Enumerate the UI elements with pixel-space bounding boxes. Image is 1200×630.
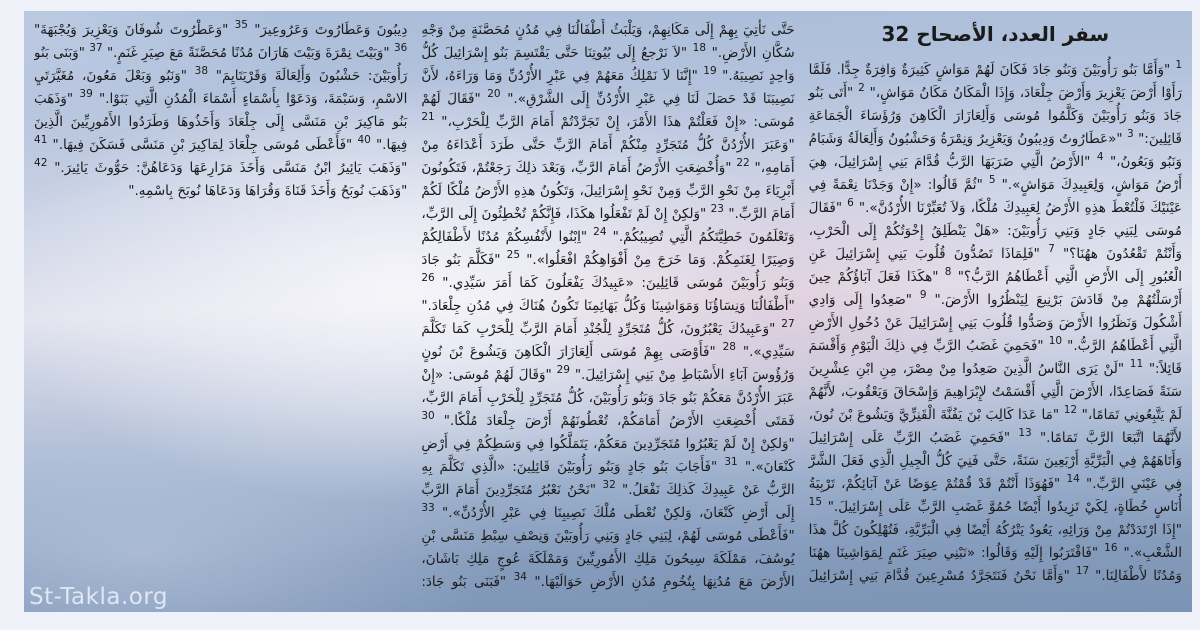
verse-number: 12 bbox=[1063, 404, 1078, 416]
verse-number: 2 bbox=[858, 82, 865, 94]
verse-number: 32 bbox=[602, 479, 616, 491]
verse-number: 14 bbox=[1066, 473, 1080, 485]
verse-number: 19 bbox=[703, 65, 717, 77]
verse-number: 28 bbox=[722, 341, 736, 353]
sky-photo-background bbox=[24, 11, 1192, 612]
verse-number: 17 bbox=[1075, 565, 1090, 577]
verse-number: 5 bbox=[988, 174, 996, 186]
verse-number: 27 bbox=[781, 318, 795, 330]
verse-number: 34 bbox=[513, 571, 527, 583]
watermark-sttakla: St-Takla.org bbox=[29, 584, 168, 610]
verse-number: 24 bbox=[593, 226, 607, 238]
verse-number: 25 bbox=[506, 249, 521, 261]
verse-number: 11 bbox=[1129, 358, 1144, 370]
verse-number: 30 bbox=[421, 410, 435, 422]
chapter-title: سفر العدد، الأصحاح 32 bbox=[881, 22, 1110, 46]
verse-number: 23 bbox=[710, 203, 724, 215]
verse-number: 31 bbox=[724, 456, 738, 468]
verse-number: 3 bbox=[1126, 128, 1134, 140]
verse-number: 41 bbox=[34, 134, 48, 146]
verse-number: 10 bbox=[1048, 335, 1063, 347]
verse-number: 26 bbox=[421, 272, 435, 284]
verse-number: 29 bbox=[556, 364, 570, 376]
verse-number: 18 bbox=[692, 42, 707, 54]
verse-number: 16 bbox=[1104, 542, 1118, 554]
chapter-text-columns bbox=[34, 19, 1182, 604]
verse-number: 37 bbox=[89, 42, 103, 54]
verse-number: 39 bbox=[79, 88, 93, 100]
verse-number: 9 bbox=[919, 289, 927, 301]
verse-number: 6 bbox=[847, 197, 854, 209]
verse-number: 15 bbox=[808, 496, 823, 508]
verse-number: 7 bbox=[1048, 243, 1055, 255]
verses-flow: $^1$ "وَأَمَّا بَنُو رَأُوبَيْنَ وَبَنُو جَادَ فَكَانَ لَهُمْ مَوَاشٍ كَثِيرَةٌ وَافِرَةٌ جِدًّا. فَلَمَّا رَأَوْا أَرْضَ يَعْزِيرَ وَأَرْضَ جِلْعَادَ، وَإِذَا الْمَكَانُ مَكَانُ مَوَاشٍ،" $^2$ "أَتَى بَنُو جَادَ وَبَنُو رَأُوبَيْنَ وَكَلَّمُوا مُوسَى وَأَلِعَازَارَ الْكَاهِنَ وَرُؤَسَاءَ الْجَمَاعَةِ قَائِلِينَ:" $^3$ "«عَطَارُوتُ وَدِيبُونُ وَيَعْزِيرُ وَنِمْرَةُ وَحَشْبُونُ وَأَلِعَالَةُ وَشَبَامُ وَنَبُو وَبَعُونُ،" $^4$ "الأَرْضُ الَّتِي ضَرَبَهَا الرَّبُّ قُدَّامَ بَنِي إِسْرَائِيلَ، هِيَ أَرْضُ مَوَاشٍ، وَلِعَبِيدِكَ مَوَاشٍ»." $^5$ "ثُمَّ قَالُوا: «إِنْ وَجَدْنَا نِعْمَةً فِي عَيْنَيْكَ فَلْتُعْطَ هذِهِ الأَرْضُ لِعَبِيدِكَ مُلْكًا، وَلاَ تُعَبِّرْنَا الأُرْدُنَّ»." $^6$ "فَقَالَ مُوسَى لِبَنِي جَادٍ وَبَنِي رَأُوبَيْنَ: «هَلْ يَنْطَلِقُ إِخْوَتُكُمْ إِلَى الْحَرْبِ، وَأَنْتُمْ تَقْعُدُونَ ههُنَا؟" $^7$ "فَلِمَاذَا تَصُدُّونَ قُلُوبَ بَنِي إِسْرَائِيلَ عَنِ الْعُبُورِ إِلَى الأَرْضِ الَّتِي أَعْطَاهُمُ الرَّبُّ؟" $^8$ "هكَذَا فَعَلَ آبَاؤُكُمْ حِينَ أَرْسَلْتُهُمْ مِنْ قَادَشَ بَرْنِيعَ لِيَنْظُرُوا الأَرْضَ." $^9$ "صَعِدُوا إِلَى وَادِي أَشْكُولَ وَنَظَرُوا الأَرْضَ وَصَدُّوا قُلُوبَ بَنِي إِسْرَائِيلَ عَنْ دُخُولِ الأَرْضِ الَّتِي أَعْطَاهُمُ الرَّبُّ." $^{10}$ "فَحَمِيَ غَضَبُ الرَّبِّ فِي ذلِكَ الْيَوْمِ وَأَقْسَمَ قَائِلاً:" $^{11}$ "لَنْ يَرَى النَّاسُ الَّذِينَ صَعِدُوا مِنْ مِصْرَ، مِنِ ابْنِ عِشْرِينَ سَنَةً فَصَاعِدًا، الأَرْضَ الَّتِي أَقْسَمْتُ لإِبْرَاهِيمَ وَإِسْحَاقَ وَيَعْقُوبَ، لأَنَّهُمْ لَمْ يَتَّبِعُونِي تَمَامًا،" $^{12}$ "مَا عَدَا كَالِبَ بْنَ يَفُنَّةَ الْقَنِزِّيَّ وَيَشُوعَ بْنَ نُونَ، لأَنَّهُمَا اتَّبَعَا الرَّبَّ تَمَامًا." $^{13}$ "فَحَمِيَ غَضَبُ الرَّبِّ عَلَى إِسْرَائِيلَ وَأَتَاهَهُمْ فِي الْبَرِّيَّةِ أَرْبَعِينَ سَنَةً، حَتَّى فَنِيَ كُلُّ الْجِيلِ الَّذِي فَعَلَ الشَّرَّ فِي عَيْنَيِ الرَّبِّ." $^{14}$ "فَهُوَذَا أَنْتُمْ قَدْ قُمْتُمْ عِوَضًا عَنْ آبَائِكُمْ، تَرْبِيَةُ أُنَاسٍ خُطَاةٍ، لِكَيْ تَزِيدُوا أَيْضًا حُمُوَّ غَضَبِ الرَّبِّ عَلَى إِسْرَائِيلَ." $^{15}$ "إِذَا ارْتَدَدْتُمْ مِنْ وَرَائِهِ، يَعُودُ يَتْرُكُهُ أَيْضًا فِي الْبَرِّيَّةِ، فَتُهْلِكُونَ كُلَّ هذَا الشَّعْبِ»." $^{16}$ "فَاقْتَرَبُوا إِلَيْهِ وَقَالُوا: «نَبْنِي صِيَرَ غَنَمٍ لِمَوَاشِينَا ههُنَا وَمُدُنًا لأَطْفَالِنَا." $^{17}$ "وَأَمَّا نَحْنُ فَنَتَجَرَّدُ مُسْرِعِينَ قُدَّامَ بَنِي إِسْرَائِيلَ حَتَّى نَأْتِيَ بِهِمْ إِلَى مَكَانِهِمْ، وَيَلْبَثُ أَطْفَالُنَا فِي مُدُنٍ مُحَصَّنَةٍ مِنْ وَجْهِ سُكَّانِ الأَرْضِ." $^{18}$ "لاَ نَرْجعُ إِلَى بُيُوتِنَا حَتَّى يَقْتَسِمَ بَنُو إِسْرَائِيلَ كُلُّ وَاحِدٍ نَصِيبَهُ." $^{19}$ "إِنَّنَا لاَ نَمْلِكُ مَعَهُمْ فِي عَبْرِ الأُرْدُنِّ وَمَا وَرَاءَهُ، لأَنَّ نَصِيبَنَا قَدْ حَصَلَ لَنَا فِي عَبْرِ الأُرْدُنِّ إِلَى الشَّرْقِ»." $^{20}$ "فَقَالَ لَهُمْ مُوسَى: «إِنْ فَعَلْتُمْ هذَا الأَمْرَ، إِنْ تَجَرَّدْتُمْ أَمَامَ الرَّبِّ لِلْحَرْبِ،" $^{21}$ "وَعَبَرَ الأُرْدُنَّ كُلُّ مُتَجَرِّدٍ مِنْكُمْ أَمَامَ الرَّبِّ حَتَّى طَرَدَ أَعْدَاءَهُ مِنْ أَمَامِهِ،" $^{22}$ "وَأُخْضِعَتِ الأَرْضُ أَمَامَ الرَّبِّ، وَبَعْدَ ذلِكَ رَجَعْتُمْ، فَتَكُونُونَ أَبْرِيَاءَ مِنْ نَحْوِ الرَّبِّ وَمِنْ نَحْوِ إِسْرَائِيلَ، وَتَكُونُ هذِهِ الأَرْضُ مُلْكًا لَكُمْ أَمَامَ الرَّبِّ." $^{23}$ "وَلكِنْ إِنْ لَمْ تَفْعَلُوا هكَذَا، فَإِنَّكُمْ تُخْطِئُونَ إِلَى الرَّبِّ، وَتَعْلَمُونَ خَطِيَّتَكُمُ الَّتِي تُصِيبُكُمْ." $^{24}$ "اِبْنُوا لأَنْفُسِكُمْ مُدُنًا لأَطْفَالِكُمْ وَصِيَرًا لِغَنَمِكُمْ. وَمَا خَرَجَ مِنْ أَفْوَاهِكُمْ افْعَلُوا»." $^{25}$ "فَكَلَّمَ بَنُو جَادَ وَبَنُو رَأُوبَيْنَ مُوسَى قَائِلِينَ: «عَبِيدُكَ يَفْعَلُونَ كَمَا أَمَرَ سَيِّدِي." $^{26}$ "أَطْفَالُنَا وَنِسَاؤُنَا وَمَوَاشِينَا وَكُلُّ بَهَائِمِنَا تَكُونُ هُنَاكَ فِي مُدُنِ جِلْعَادَ." $^{27}$ "وَعَبِيدُكَ يَعْبُرُونَ، كُلُّ مُتَجَرِّدٍ لِلْجُنْدِ أَمَامَ الرَّبِّ لِلْحَرْبِ كَمَا تَكَلَّمَ سَيِّدِي»." $^{28}$ "فَأَوْصَى بِهِمْ مُوسَى أَلِعَازَارَ الْكَاهِنَ وَيَشُوعَ بْنَ نُونٍ وَرُؤُوسَ آبَاءِ الأَسْبَاطِ مِنْ بَنِي إِسْرَائِيلَ." $^{29}$ "وَقَالَ لَهُمْ مُوسَى: «إِنْ عَبَرَ الأُرْدُنَّ مَعَكُمْ بَنُو جَادَ وَبَنُو رَأُوبَيْنَ، كُلُّ مُتَجَرِّدٍ لِلْحَرْبِ أَمَامَ الرَّبِّ، فَمَتَى أُخْضِعَتِ الأَرْضُ أَمَامَكُمْ، تُعْطُونَهُمْ أَرْضَ جِلْعَادَ مُلْكًا." $^{30}$ "وَلكِنْ إِنْ لَمْ يَعْبُرُوا مُتَجَرِّدِينَ مَعَكُمْ، يَتَمَلَّكُوا فِي وَسَطِكُمْ فِي أَرْضِ كَنْعَانَ»." $^{31}$ "فَأَجَابَ بَنُو جَادٍ وَبَنُو رَأُوبَيْنَ قَائِلِينَ: «الَّذِي تَكَلَّمَ بِهِ الرَّبُّ عَنْ عَبِيدِكَ كَذلِكَ نَفْعَلُ." $^{32}$ "نَحْنُ نَعْبُرُ مُتَجَرِّدِينَ أَمَامَ الرَّبِّ إِلَى أَرْضِ كَنْعَانَ، وَلكِنْ نُعْطَى مُلْكَ نَصِيبِنَا فِي عَبْرِ الأُرْدُنِّ»." $^{33}$ "فَأَعْطَى مُوسَى لَهُمْ، لِبَنِي جَادٍ وَبَنِي رَأُوبَيْنَ وَنِصْفِ سِبْطِ مَنَسَّى بْنِ يُوسُفَ، مَمْلَكَةَ سِيحُونَ مَلِكِ الأَمُورِيِّينَ وَمَمْلَكَةَ عُوجٍ مَلِكِ بَاشَانَ، الأَرْضَ مَعَ مُدُنِهَا بِتُخُومِ مُدُنِ الأَرْضِ حَوَالَيْهَا." $^{34}$ "فَبَنَى بَنُو جَادَ: دِيبُونَ وَعَطَارُوتَ وَعَرُوعِيرَ" $^{35}$ "وَعَطْرُوتَ شُوفَانَ وَيَعْزِيرَ وَيُجْبَهَةَ" $^{36}$ "وَبَيْتَ نِمْرَةَ وَبَيْتَ هَارَانَ مُدُنًا مُحَصَّنَةً مَعَ صِيَرِ غَنَمٍ." $^{37}$ "وَبَنَى بَنُو رَأُوبَيْنَ: حَشْبُونَ وَأَلِعَالَةَ وَقَرْيَتَايِمَ" $^{38}$ "وَنَبُو وَبَعْلَ مَعُونَ، مُغَيَّرَتَيِ الاسْمِ، وَسَبْمَةَ، وَدَعَوْا بِأَسْمَاءٍ أَسْمَاءَ الْمُدُنِ الَّتِي بَنَوْا." $^{39}$ "وَذَهَبَ بَنُو مَاكِيرَ بْنِ مَنَسَّى إِلَى جِلْعَادَ وَأَخَذُوهَا وَطَرَدُوا الأَمُورِيِّينَ الَّذِينَ فِيهَا." $^{40}$ "فَأَعْطَى مُوسَى جِلْعَادَ لِمَاكِيرَ بْنِ مَنَسَّى فَسَكَنَ فِيهَا." $^{41}$ "وَذَهَبَ يَائِيرُ ابْنُ مَنَسَّى وَأَخَذَ مَزَارِعَهَا وَدَعَاهُنَّ: حَوُّوثَ يَائِيرَ." $^{42}$ "وَذَهَبَ نُوبَحُ وَأَخَذَ قَنَاةَ وَقُرَاهَا وَدَعَاهَا نُوبَحَ بِاسْمِهِ." bbox=[34, 19, 1182, 590]
verse-number: 13 bbox=[1018, 427, 1032, 439]
verse-number: 33 bbox=[421, 502, 435, 514]
verse-number: 40 bbox=[357, 134, 371, 146]
verse-number: 8 bbox=[944, 266, 952, 278]
verse-number: 1 bbox=[1175, 59, 1182, 71]
verse-number: 38 bbox=[194, 65, 209, 77]
verse-number: 35 bbox=[234, 19, 248, 31]
verse-number: 22 bbox=[736, 157, 750, 169]
verse-number: 36 bbox=[393, 42, 408, 54]
verse-number: 21 bbox=[421, 111, 435, 123]
verse-number: 20 bbox=[487, 88, 501, 100]
verse-number: 4 bbox=[1096, 151, 1104, 163]
verse-number: 42 bbox=[34, 157, 48, 169]
